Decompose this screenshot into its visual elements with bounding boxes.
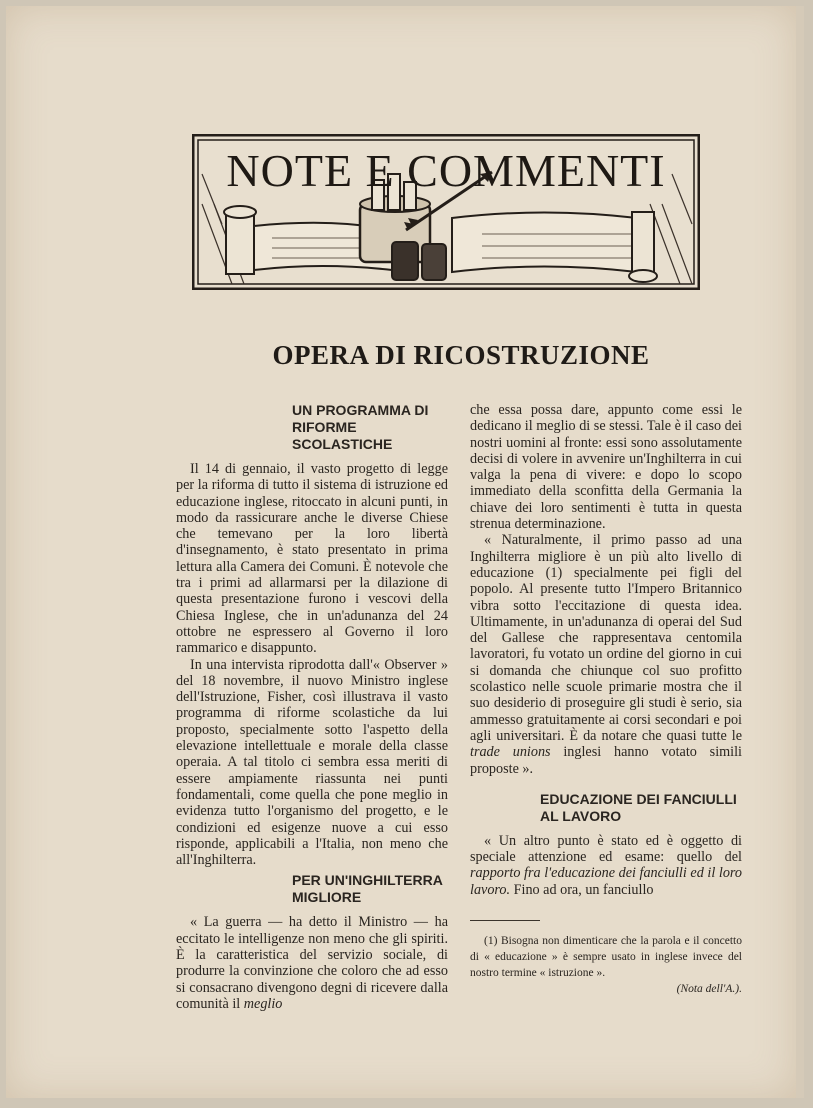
paragraph bbox=[470, 833, 742, 898]
paragraph: In una intervista riprodotta dall'« Observer » del 18 novembre, il nuovo Ministro inglese dell'Istruzione, Fisher, così illustrava il vasto programma di riforme scolastiche da lui proposto, specialmente sotto l'aspetto della elevazione intellettuale e morale della classe operaia. A tal titolo ci sembra essa meriti di essere ampiamente riassunta nei punti fondamentali, come quella che pone meglio in evidenza tutto l'organismo del progetto, e le condizioni ed esigenze nuove a cui esso risponde, applicabili a l'Italia, non meno che all'Inghilterra. bbox=[176, 656, 448, 869]
paragraph bbox=[176, 914, 448, 1012]
paragraph-text: « Un altro punto è stato ed è oggetto di speciale attenzione ed esame: quello del bbox=[470, 832, 742, 866]
section-heading: UN PROGRAMMA DI RIFORME SCOLASTICHE bbox=[292, 402, 429, 452]
paragraph: Il 14 di gennaio, il vasto progetto di legge per la riforma di tutto il sistema di istruzione ed educazione inglese, ritoccato in alcuni punti, in modo da rassicurare anche le diverse Chiese che temevano per la loro libertà d'insegnamento, è stato presentato in prima lettura alla Camera dei Comuni. È notevole che tra i primi ad allarmarsi per la dilazione di questa presentazione furono i vescovi della Chiesa Inglese, che in un'adunanza del 24 ottobre ne espressero al Governo il loro rammarico e disappunto. bbox=[176, 461, 448, 657]
section-heading: PER UN'INGHILTERRA MIGLIORE bbox=[292, 872, 443, 906]
footnote-signature: (Nota dell'A.). bbox=[676, 983, 742, 996]
paragraph-text: inglesi hanno votato simili proposte ». bbox=[470, 744, 742, 777]
paragraph-text: Fino ad ora, un fanciullo bbox=[510, 881, 654, 898]
paragraph bbox=[470, 532, 742, 776]
italic-text: rapporto fra l'educazione dei fanciulli ed il loro lavoro. bbox=[470, 865, 742, 898]
right-column bbox=[470, 402, 742, 997]
banner-text: NOTE E COMMENTI bbox=[226, 145, 666, 196]
footnote-divider bbox=[470, 920, 540, 921]
paragraph-text: « La guerra — ha detto il Ministro — ha eccitato le intelligenze non meno che gli spiriti. È la caratteristica del servizio sociale, di produrre la convinzione che coloro che ad esso si consacrano divengono degni di ricevere dalla comunità il bbox=[176, 914, 448, 1012]
italic-text: meglio bbox=[243, 995, 283, 1012]
footnote: (1) Bisogna non dimenticare che la parola e il concetto di « educazione » è sempre usato in inglese invece del nostro termine « istruzione ». bbox=[470, 935, 742, 980]
section-heading: EDUCAZIONE DEI FANCIULLI AL LAVORO bbox=[540, 790, 737, 824]
article-title: OPERA DI RICOSTRUZIONE bbox=[272, 340, 650, 370]
italic-text: trade unions bbox=[470, 744, 551, 761]
paragraph-text: « Naturalmente, il primo passo ad una Inghilterra migliore è un più alto livello di educazione (1) specialmente pei figli del popolo. Al presente tutto l'Impero Britannico vibra sotto l'eccitazione di questa idea. Ultimamente, in un'adunanza di operai del Sud del Gallese che rappresentava centomila lavoratori, fu votato un ordine del giorno in cui si domanda che chiunque col suo profitto scolastico nelle scuole primarie mostra che il suo desiderio di proseguire gli studi è serio, sia ammesso gratuitamente ai corsi secondari e poi agli universitari. È da notare che quasi tutte le bbox=[470, 532, 742, 744]
banner-illustration bbox=[192, 134, 700, 290]
page bbox=[6, 6, 804, 1098]
left-column bbox=[176, 402, 448, 1012]
paragraph: che essa possa dare, appunto come essi le dedicano il meglio di se stessi. Tale è il caso dei nostri uomini al fronte: essi sono assolutamente decisi di volere in avvenire un'Inghilterra in cui valga la pena di vivere: e dopo lo scopo immediato della sconfitta della Germania la chiave dei loro sentimenti è tutta in questa strenua determinazione. bbox=[470, 402, 742, 533]
header-banner bbox=[192, 134, 700, 290]
